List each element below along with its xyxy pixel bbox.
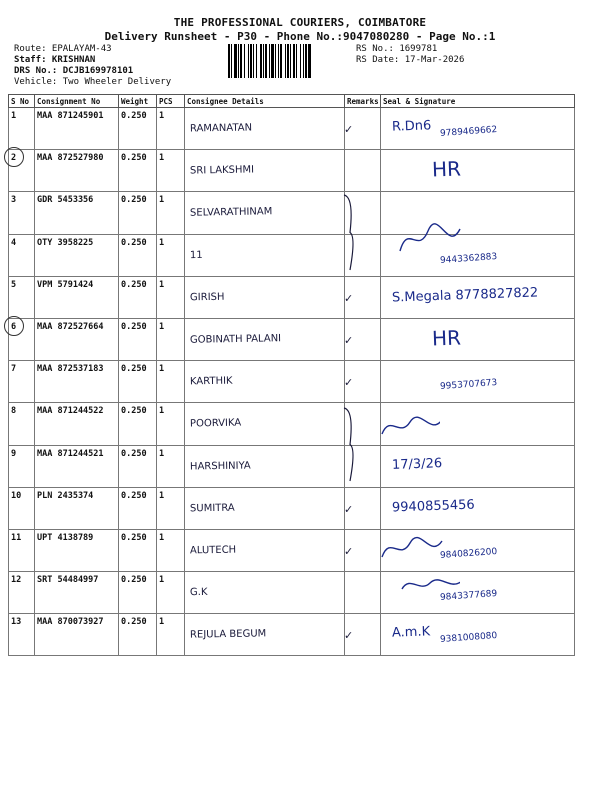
- consignee-handwriting: KARTHIK: [189, 375, 233, 388]
- staff-text: Staff: KRISHNAN: [14, 55, 96, 65]
- col-pcs: PCS: [157, 95, 185, 108]
- col-consignment: Consignment No: [35, 95, 119, 108]
- remark-tick: ✓: [344, 545, 354, 558]
- row-pcs: 1: [157, 192, 185, 234]
- row-weight: 0.250: [119, 529, 157, 571]
- row-consignee: [185, 572, 345, 614]
- signature-handwriting: R.Dn6: [391, 118, 432, 135]
- signature-phone: 9843377689: [439, 589, 498, 603]
- row-pcs: 1: [157, 529, 185, 571]
- row-weight: 0.250: [119, 572, 157, 614]
- row-pcs: 1: [157, 572, 185, 614]
- col-weight: Weight: [119, 95, 157, 108]
- row-consignment: MAA 870073927: [35, 614, 119, 656]
- signature-phone: 9443362883: [439, 252, 498, 266]
- consignee-handwriting: SRI LAKSHMI: [189, 164, 255, 177]
- row-pcs: 1: [157, 445, 185, 487]
- row-sno: 11: [9, 529, 35, 571]
- row-pcs: 1: [157, 234, 185, 276]
- row-weight: 0.250: [119, 234, 157, 276]
- row-weight: 0.250: [119, 614, 157, 656]
- brace-mark: [340, 193, 360, 272]
- signature-phone: 9840826200: [439, 547, 498, 561]
- row-sno: 4: [9, 234, 35, 276]
- row-sno: 8: [9, 403, 35, 445]
- row-weight: 0.250: [119, 403, 157, 445]
- row-consignment: SRT 54484997: [35, 572, 119, 614]
- signature-handwriting: HR: [431, 156, 462, 182]
- sno-circle-mark: [4, 147, 24, 167]
- barcode: [228, 44, 352, 78]
- signature-scribble: [380, 412, 440, 440]
- signature-scribble: [380, 533, 450, 563]
- sno-circle-mark: [4, 316, 24, 336]
- remark-tick: ✓: [344, 376, 354, 389]
- row-pcs: 1: [157, 487, 185, 529]
- rs-date-text: RS Date: 17-Mar-2026: [356, 55, 465, 65]
- consignee-handwriting: HARSHINIYA: [189, 460, 251, 473]
- consignee-handwriting: GOBINATH PALANI: [189, 333, 282, 346]
- row-weight: 0.250: [119, 276, 157, 318]
- row-remarks: [345, 150, 381, 192]
- row-sno: 7: [9, 361, 35, 403]
- signature-scribble: [398, 221, 468, 257]
- col-signature: Seal & Signature: [381, 95, 575, 108]
- row-consignment: MAA 871244522: [35, 403, 119, 445]
- row-consignment: UPT 4138789: [35, 529, 119, 571]
- signature-handwriting: HR: [431, 325, 462, 351]
- runsheet-subtitle: Delivery Runsheet - P30 - Phone No.:9047080280 - Page No.:1: [104, 30, 496, 43]
- col-remarks: Remarks: [345, 95, 381, 108]
- row-weight: 0.250: [119, 361, 157, 403]
- row-sno: 9: [9, 445, 35, 487]
- row-pcs: 1: [157, 318, 185, 360]
- row-consignment: GDR 5453356: [35, 192, 119, 234]
- remark-tick: ✓: [344, 503, 354, 516]
- table-row: [9, 150, 575, 192]
- remark-tick: ✓: [344, 629, 354, 642]
- signature-handwriting: S.Megala 8778827822: [391, 285, 539, 306]
- route-text: Route: EPALAYAM-43: [14, 44, 112, 54]
- consignee-handwriting: POORVIKA: [189, 417, 242, 430]
- row-pcs: 1: [157, 276, 185, 318]
- row-consignment: VPM 5791424: [35, 276, 119, 318]
- consignee-handwriting: RAMANATAN: [189, 122, 253, 135]
- signature-handwriting: A.m.K: [391, 624, 431, 641]
- row-consignee: [185, 234, 345, 276]
- col-consignee: Consignee Details: [185, 95, 345, 108]
- consignee-handwriting: ALUTECH: [189, 544, 237, 557]
- meta-left: [14, 44, 171, 88]
- row-weight: 0.250: [119, 150, 157, 192]
- row-weight: 0.250: [119, 445, 157, 487]
- row-weight: 0.250: [119, 108, 157, 150]
- col-sno: S No: [9, 95, 35, 108]
- signature-handwriting: 9940855456: [391, 497, 475, 516]
- table-row: [9, 318, 575, 360]
- row-weight: 0.250: [119, 192, 157, 234]
- signature-handwriting: 17/3/26: [391, 456, 443, 473]
- table-row: [9, 192, 575, 234]
- rs-number-text: RS No.: 1699781: [356, 44, 438, 54]
- row-consignment: MAA 871244521: [35, 445, 119, 487]
- row-weight: 0.250: [119, 487, 157, 529]
- brace-mark: [340, 406, 360, 483]
- row-sno: 12: [9, 572, 35, 614]
- row-consignment: MAA 872527664: [35, 318, 119, 360]
- row-pcs: 1: [157, 403, 185, 445]
- row-consignment: PLN 2435374: [35, 487, 119, 529]
- meta-right: [356, 44, 464, 66]
- remark-tick: ✓: [344, 123, 354, 136]
- row-pcs: 1: [157, 150, 185, 192]
- remark-tick: ✓: [344, 292, 354, 305]
- row-weight: 0.250: [119, 318, 157, 360]
- consignee-handwriting: GIRISH: [189, 291, 225, 304]
- row-sno: 2: [9, 150, 35, 192]
- runsheet-title: THE PROFESSIONAL COURIERS, COIMBATORE: [173, 16, 427, 29]
- consignee-handwriting: G.K: [189, 586, 208, 599]
- row-pcs: 1: [157, 108, 185, 150]
- row-consignment: OTY 3958225: [35, 234, 119, 276]
- row-consignment: MAA 871245901: [35, 108, 119, 150]
- row-consignment: MAA 872537183: [35, 361, 119, 403]
- row-signature: [381, 318, 575, 360]
- runsheet-table: [8, 94, 575, 656]
- table-row: [9, 403, 575, 445]
- consignee-handwriting: 11: [189, 249, 203, 262]
- row-sno: 3: [9, 192, 35, 234]
- signature-phone: 9953707673: [439, 378, 498, 392]
- row-sno: 13: [9, 614, 35, 656]
- table-row: [9, 445, 575, 487]
- row-sno: 10: [9, 487, 35, 529]
- signature-scribble: [400, 573, 460, 595]
- table-row: [9, 487, 575, 529]
- table-header-row: [9, 95, 575, 108]
- row-sno: 5: [9, 276, 35, 318]
- consignee-handwriting: REJULA BEGUM: [189, 628, 267, 641]
- row-signature: [381, 150, 575, 192]
- consignee-handwriting: SUMITRA: [189, 502, 235, 515]
- row-sno: 1: [9, 108, 35, 150]
- vehicle-text: Vehicle: Two Wheeler Delivery: [14, 77, 172, 87]
- consignee-handwriting: SELVARATHINAM: [189, 206, 273, 219]
- drs-text: DRS No.: DCJB169978101: [14, 66, 134, 76]
- row-sno: 6: [9, 318, 35, 360]
- row-pcs: 1: [157, 614, 185, 656]
- row-consignment: MAA 872527980: [35, 150, 119, 192]
- row-remarks: [345, 572, 381, 614]
- signature-phone: 9789469662: [439, 125, 498, 139]
- row-pcs: 1: [157, 361, 185, 403]
- signature-phone: 9381008080: [439, 631, 498, 645]
- remark-tick: ✓: [344, 334, 354, 347]
